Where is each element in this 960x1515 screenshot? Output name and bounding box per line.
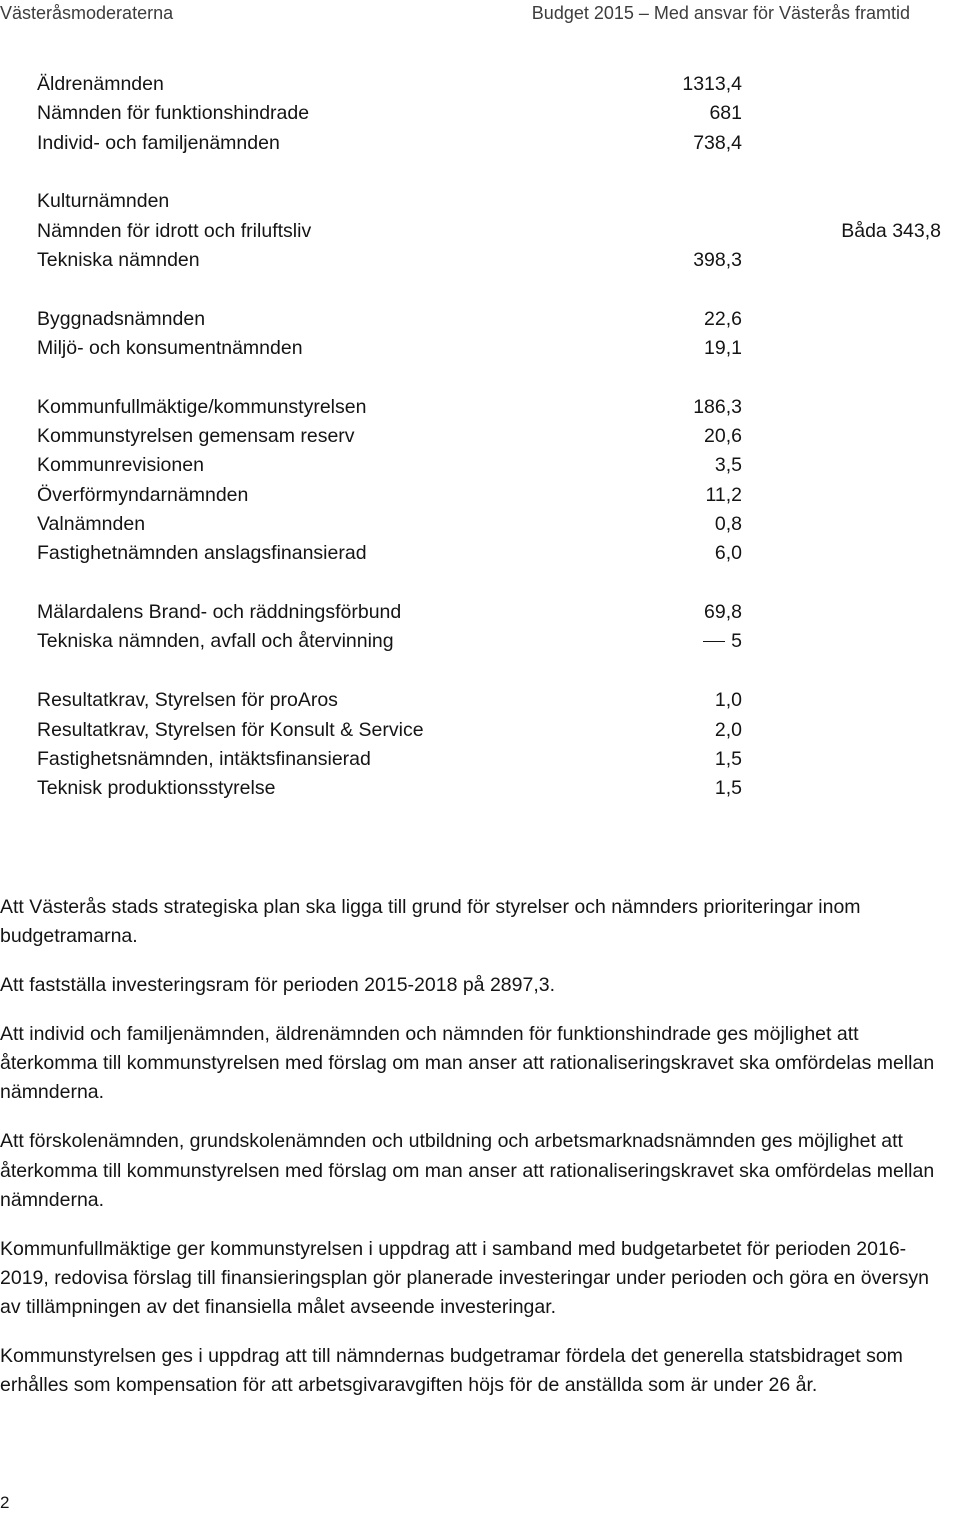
budget-row-value-text: 19,1 (704, 337, 742, 360)
budget-row (37, 305, 947, 334)
header-org: Västeråsmoderaterna (0, 3, 174, 23)
budget-row (37, 334, 947, 363)
budget-row-name: Kommunrevisionen (37, 454, 204, 477)
budget-row (37, 187, 947, 216)
budget-group (37, 598, 947, 657)
budget-row (37, 598, 947, 627)
budget-row-name: Tekniska nämnden, avfall och återvinning (37, 630, 394, 653)
decision-paragraph: Kommunstyrelsen ges i uppdrag att till nämndernas budgetramar fördela det generella statsbidraget som erhålles som kompensation för att arbetsgivaravgiften höjs för de anställda som är under 26 år. (0, 1345, 903, 1397)
budget-row-note: Båda 343,8 (841, 219, 941, 242)
budget-row-value (693, 246, 742, 275)
budget-row-value-text: 3,5 (714, 454, 742, 477)
budget-row-value-text: 5 (731, 630, 742, 653)
decision-paragraph: Att fastställa investeringsram för perioden 2015-2018 på 2897,3. (0, 974, 556, 997)
budget-row-value (715, 774, 742, 803)
decision-paragraph: Att Västerås stads strategiska plan ska ligga till grund för styrelser och nämnders prioriteringar inom budgetramarna. (0, 896, 861, 948)
budget-row-value (703, 627, 742, 656)
budget-row-name: Tekniska nämnden (37, 248, 200, 271)
decision-paragraph: Att individ och familjenämnden, äldrenämnden och nämnden för funktionshindrade ges möjlighet att återkomma till kommunstyrelsen med förslag om man anser att rationaliseringskravet ska omfördelas mellan nämnderna. (0, 1022, 935, 1104)
decision-paragraph: Kommunfullmäktige ger kommunstyrelsen i uppdrag att i samband med budgetarbetet för perioden 2016-2019, redovisa förslag till finansieringsplan gör planerade investeringar under perioden och göra en översyn av tillämpningen av det finansiella målet avseende investeringar. (0, 1237, 929, 1319)
budget-row-name: Fastighetsnämnden, intäktsfinansierad (37, 747, 371, 770)
budget-row-value-text: 186,3 (693, 395, 742, 418)
budget-row (37, 510, 947, 539)
budget-row-value (715, 716, 742, 745)
budget-row (37, 129, 947, 158)
budget-row-name: Fastighetnämnden anslagsfinansierad (37, 542, 367, 565)
budget-row-name: Överförmyndarnämnden (37, 483, 249, 506)
budget-row-value (682, 70, 742, 99)
budget-row (37, 745, 947, 774)
budget-row-value-text: 1,5 (714, 777, 742, 800)
budget-row-name: Kommunstyrelsen gemensam reserv (37, 425, 355, 448)
budget-row-value-text: 1313,4 (682, 73, 742, 95)
budget-row (37, 627, 947, 656)
budget-row-value (704, 305, 742, 334)
budget-row-name: Resultatkrav, Styrelsen för proAros (37, 689, 338, 712)
decision-paragraphs (0, 893, 940, 1420)
budget-row-value-text: 681 (709, 102, 742, 125)
budget-row-value-text: 22,6 (704, 307, 742, 330)
budget-row-value-text: 398,3 (693, 248, 742, 271)
budget-row (37, 686, 947, 715)
budget-row-name: Nämnden för funktionshindrade (37, 102, 310, 125)
dash-mark (703, 641, 725, 643)
decision-paragraph: Att förskolenämnden, grundskolenämnden och utbildning och arbetsmarknadsnämnden ges möjlighet att återkomma till kommunstyrelsen med förslag om man anser att rationaliseringskravet ska omfördelas mellan nämnderna. (0, 1130, 935, 1211)
budget-table (37, 70, 947, 833)
budget-row-value-text: 6,0 (714, 542, 742, 565)
budget-row (37, 451, 947, 480)
budget-row-value (693, 393, 742, 422)
page-number: 2 (0, 1493, 10, 1512)
budget-row-value-text: 1,5 (714, 747, 742, 770)
budget-row-value (715, 686, 742, 715)
budget-row-value (693, 129, 742, 158)
budget-row-name: Äldrenämnden (37, 73, 164, 95)
budget-row-value (704, 598, 742, 627)
budget-row (37, 716, 947, 745)
budget-row-value (704, 334, 742, 363)
budget-group (37, 686, 947, 803)
budget-row-name: Teknisk produktionsstyrelse (37, 777, 276, 800)
budget-row-value-text: 1,0 (714, 689, 742, 712)
budget-group (37, 70, 947, 158)
budget-row-name: Miljö- och konsumentnämnden (37, 337, 303, 360)
header-title: Budget 2015 – Med ansvar för Västerås framtid (531, 3, 910, 23)
budget-row-value (705, 481, 742, 510)
budget-row-name: Mälardalens Brand- och räddningsförbund (37, 601, 402, 624)
budget-row (37, 393, 947, 422)
budget-row-value (704, 422, 742, 451)
budget-row (37, 70, 947, 99)
budget-row-value-text: 11,2 (705, 483, 742, 506)
budget-row-value-text: 20,6 (704, 425, 742, 448)
budget-row-name: Kulturnämnden (37, 190, 170, 213)
budget-group (37, 393, 947, 569)
page-header (0, 0, 960, 26)
budget-row (37, 246, 947, 275)
budget-row-value-text: 738,4 (693, 131, 742, 154)
budget-row-name: Kommunfullmäktige/kommunstyrelsen (37, 395, 367, 418)
budget-row-name: Byggnadsnämnden (37, 307, 206, 330)
budget-row (37, 99, 947, 128)
budget-row (37, 217, 947, 246)
budget-row (37, 481, 947, 510)
budget-row (37, 422, 947, 451)
budget-row (37, 774, 947, 803)
budget-row-value (715, 745, 742, 774)
budget-row-name: Nämnden för idrott och friluftsliv (37, 219, 312, 242)
budget-row-value-text: 0,8 (714, 513, 742, 536)
budget-row-value-text: 2,0 (714, 718, 742, 741)
budget-row-name: Valnämnden (37, 513, 146, 536)
budget-row-name: Resultatkrav, Styrelsen för Konsult & Service (37, 718, 424, 741)
budget-group (37, 187, 947, 275)
budget-row-value (715, 451, 742, 480)
budget-row-value (715, 539, 742, 568)
budget-row-name: Individ- och familjenämnden (37, 131, 280, 154)
budget-row-value-text: 69,8 (704, 601, 742, 624)
budget-row (37, 539, 947, 568)
budget-row-value (715, 510, 742, 539)
budget-group (37, 305, 947, 364)
budget-row-value (709, 99, 742, 128)
